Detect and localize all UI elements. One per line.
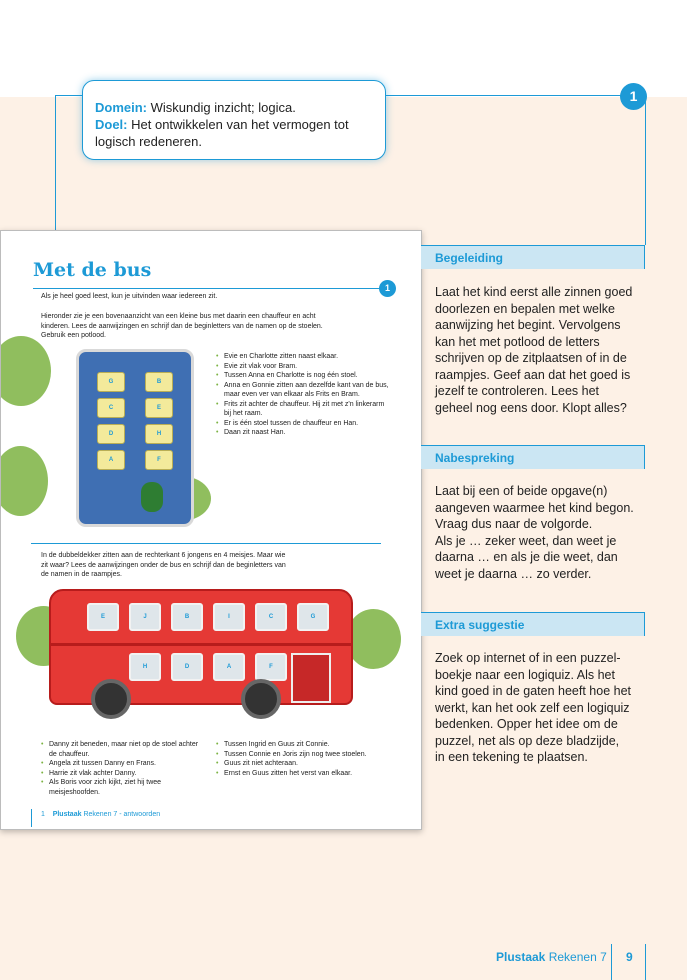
clue-list-double-decker-left [41,740,206,797]
clue-item: • Als Boris voor zich kijkt, ziet hij twee meisjeshoofden. [41,778,206,797]
clue-item: • Evie en Charlotte zitten naast elkaar. [216,352,391,362]
bus-seat: G [97,372,125,392]
student-page-thumbnail [0,230,422,830]
clue-item: • Guus zit niet achteraan. [216,759,396,769]
clue-item: • Daan zit naast Han. [216,428,391,438]
clue-item: • Anna en Gonnie zitten aan dezelfde kant van de bus, maar even ver van elkaar als Frits en Bram. [216,381,391,400]
goal-text: Het ontwikkelen van het vermogen tot logisch redeneren. [95,117,349,149]
clue-item: • Harrie zit vlak achter Danny. [41,769,206,779]
clue-item: • Tussen Ingrid en Guus zit Connie. [216,740,396,750]
page-number: 9 [626,950,633,964]
clue-list-small-bus [216,352,391,438]
clue-item: • Tussen Connie en Joris zijn nog twee stoelen. [216,750,396,760]
driver-figure [141,482,163,512]
bus-wheel [91,679,131,719]
bus-window-lower: F [255,653,287,681]
task2-text: In de dubbeldekker zitten aan de rechterkant 6 jongens en 4 meisjes. Maar wie zit waar? Lees de aanwijzingen onder de bus en schrijf dan de beginletters van de namen in de raampjes. [41,552,286,578]
small-bus-top-view [76,349,194,527]
page-title: Met de bus [33,259,152,281]
tree-illustration [0,446,48,516]
bus-seat: D [97,424,125,444]
clue-item: • Frits zit achter de chauffeur. Hij zit met z'n linkerarm bij het raam. [216,400,391,419]
bus-window-lower: A [213,653,245,681]
exercise-number-badge: 1 [379,280,396,297]
section-heading-begeleiding: Begeleiding [421,245,645,269]
footer-brand: Plustaak [52,811,82,818]
clue-item: • Er is één stoel tussen de chauffeur en Han. [216,419,391,429]
bus-window-lower: D [171,653,203,681]
domain-goal-box [82,80,386,160]
section-body-extra-suggestie: Zoek op internet of in een puzzel- boekje naar een logiquiz. Als het kind goed in de gaten heeft hoe het werkt, kan het ook zelf een logiquiz bedenken. Opper het idee om de puzzel, net als op deze bladzijde, in een tekening te plaatsen. [435,651,631,764]
title-rule [33,288,388,289]
footer-frame-line [645,944,646,980]
task1-text: Hieronder zie je een bovenaanzicht van een kleine bus met daarin een chauffeur en acht kinderen. Lees de aanwijzingen en schrijf dan de beginletters van de namen op de stoelen. Gebruik een potlood. [41,313,323,339]
bus-seat: H [145,424,173,444]
section-heading-nabespreking: Nabespreking [421,445,645,469]
footer-book-name: Rekenen 7 [548,950,607,964]
tree-illustration [346,609,401,669]
footer-text: Rekenen 7 - antwoorden [83,811,161,818]
goal-label: Doel: [95,117,128,132]
section-body-nabespreking: Laat bij een of beide opgave(n) aangeven waarmee het kind begon. Vraag dus naar de volgorde. Als je … zeker weet, dan weet je daarna … en als je die weet, dan weet je daarna … zo verder. [435,484,634,581]
section-rule [31,543,381,544]
bus-wheel [241,679,281,719]
domain-text: Wiskundig inzicht; logica. [150,100,296,115]
page-footer [41,811,160,818]
bus-seat: A [97,450,125,470]
bus-window-upper: E [87,603,119,631]
clue-list-double-decker-right [216,740,396,778]
tree-illustration [0,336,51,406]
page-footer-line [31,809,32,827]
bus-window-upper: B [171,603,203,631]
clue-item: • Ernst en Guus zitten het verst van elkaar. [216,769,396,779]
bus-window-upper: J [129,603,161,631]
footer-page-number: 1 [41,811,45,818]
book-footer [496,950,607,964]
clue-item: • Evie zit vlak voor Bram. [216,362,391,372]
bus-seat: B [145,372,173,392]
frame-line-left [55,95,56,230]
footer-brand-name: Plustaak [496,950,546,964]
bus-seat: F [145,450,173,470]
bus-window-upper: I [213,603,245,631]
bus-window-lower: H [129,653,161,681]
bus-window-upper: C [255,603,287,631]
bus-door [291,653,331,703]
chapter-number-badge: 1 [620,83,647,110]
bus-seat: C [97,398,125,418]
clue-item: • Angela zit tussen Danny en Frans. [41,759,206,769]
footer-separator [611,944,612,980]
clue-item: • Tussen Anna en Charlotte is nog één stoel. [216,371,391,381]
section-body-begeleiding: Laat het kind eerst alle zinnen goed doorlezen en bepalen met welke aanwijzing het begint. Vervolgens kan het met potlood de letters schrijven op de zitplaatsen of in de raampjes. Geef aan dat het goed is jezelf te controleren. Lees het geheel nog eens door. Klopt alles? [435,285,633,415]
domain-label: Domein: [95,100,147,115]
intro-text: Als je heel goed leest, kun je uitvinden waar iedereen zit. [41,293,218,300]
section-heading-extra-suggestie: Extra suggestie [421,612,645,636]
bus-seat: E [145,398,173,418]
bus-stripe [51,643,351,646]
bus-window-upper: G [297,603,329,631]
frame-line-right [645,95,646,245]
clue-item: • Danny zit beneden, maar niet op de stoel achter de chauffeur. [41,740,206,759]
